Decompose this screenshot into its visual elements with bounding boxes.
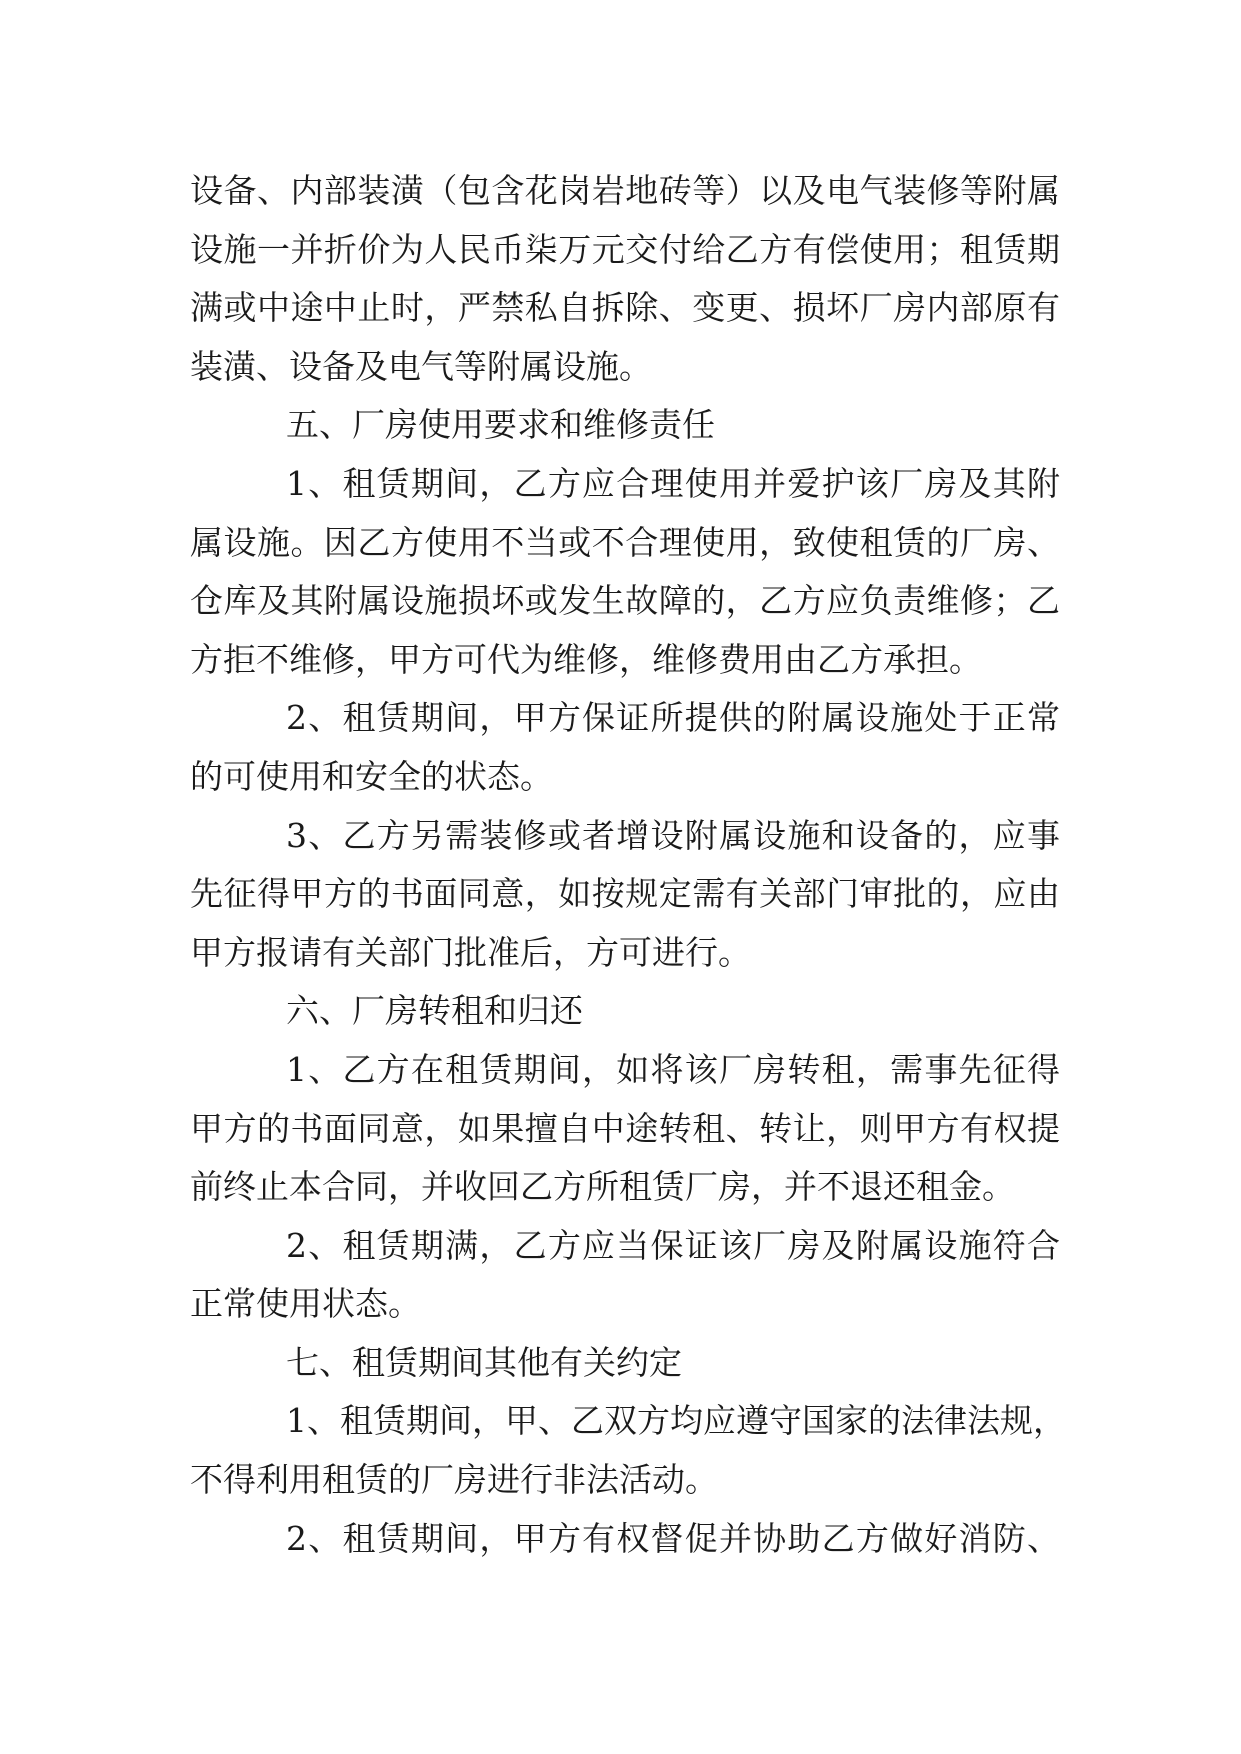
text-line: 不得利用租赁的厂房进行非法活动。 (190, 1460, 718, 1500)
text-line: 设施一并折价为人民币柒万元交付给乙方有偿使用；租赁期 (190, 229, 1060, 269)
section-heading: 六、厂房转租和归还 (286, 991, 583, 1031)
section-heading: 七、租赁期间其他有关约定 (286, 1342, 682, 1382)
text-line: 设备、内部装潢（包含花岗岩地砖等）以及电气装修等附属 (190, 171, 1060, 210)
text-line: 满或中途中止时，严禁私自拆除、变更、损坏厂房内部原有 (190, 288, 1060, 328)
text-line: 属设施。因乙方使用不当或不合理使用，致使租赁的厂房、 (190, 522, 1060, 562)
text-line: 甲方的书面同意，如果擅自中途转租、转让，则甲方有权提 (190, 1108, 1060, 1148)
text-line: 仓库及其附属设施损坏或发生故障的，乙方应负责维修；乙 (190, 581, 1060, 621)
text-line: 装潢、设备及电气等附属设施。 (190, 346, 652, 386)
text-line: 1、租赁期间，甲、乙双方均应遵守国家的法律法规， (286, 1401, 1066, 1441)
text-line: 方拒不维修，甲方可代为维修，维修费用由乙方承担。 (190, 639, 982, 679)
text-line: 的可使用和安全的状态。 (190, 756, 553, 796)
text-line: 1、乙方在租赁期间，如将该厂房转租，需事先征得 (286, 1049, 1060, 1089)
text-line: 3、乙方另需装修或者增设附属设施和设备的，应事 (286, 815, 1060, 855)
text-line: 正常使用状态。 (190, 1284, 421, 1324)
text-line: 先征得甲方的书面同意，如按规定需有关部门审批的，应由 (190, 874, 1060, 914)
section-heading: 五、厂房使用要求和维修责任 (286, 405, 715, 445)
text-line: 2、租赁期间，甲方有权督促并协助乙方做好消防、 (286, 1518, 1060, 1558)
text-line: 前终止本合同，并收回乙方所租赁厂房，并不退还租金。 (190, 1167, 1015, 1207)
text-line: 甲方报请有关部门批准后，方可进行。 (190, 932, 751, 972)
document-body (190, 162, 1066, 1568)
text-line: 2、租赁期间，甲方保证所提供的附属设施处于正常 (286, 698, 1060, 738)
text-line: 1、租赁期间，乙方应合理使用并爱护该厂房及其附 (286, 463, 1060, 503)
text-line: 2、租赁期满，乙方应当保证该厂房及附属设施符合 (286, 1225, 1060, 1265)
